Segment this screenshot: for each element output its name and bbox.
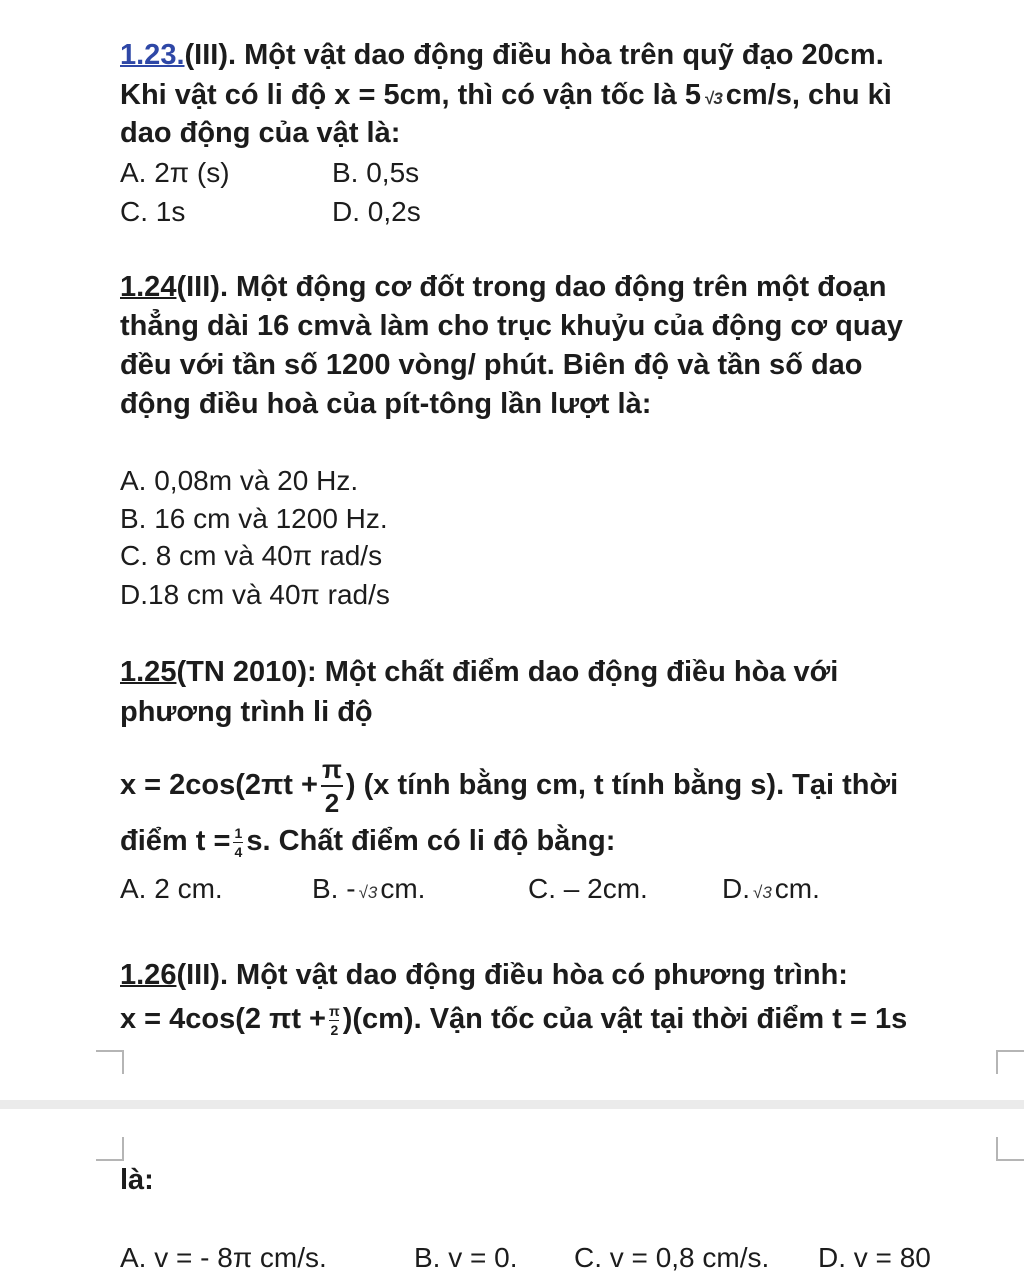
q124-line-3: đều với tần số 1200 vòng/ phút. Biên độ và tần số dao xyxy=(120,349,863,381)
q125-option-b: B. - √3 cm. xyxy=(312,873,426,904)
q123-number-link[interactable]: 1.23. xyxy=(120,39,185,71)
sqrt-symbol: √3 xyxy=(703,89,723,108)
q125-option-a: A. 2 cm. xyxy=(120,873,223,904)
q125-number: 1.25 xyxy=(120,656,177,688)
q126-line-1: 1.26(III). Một vật dao động điều hòa có phương trình: xyxy=(120,959,848,991)
margin-corner-mark xyxy=(996,1050,1024,1074)
q124-line-2: thẳng dài 16 cmvà làm cho trục khuỷu của động cơ quay xyxy=(120,310,903,342)
q124-option-d: D.18 cm và 40π rad/s xyxy=(120,579,390,610)
q125-line-1: 1.25(TN 2010): Một chất điểm dao động điều hòa với xyxy=(120,656,839,688)
q123-line-3: dao động của vật là: xyxy=(120,117,401,149)
q126-option-b: B. v = 0. xyxy=(414,1242,518,1273)
sqrt-symbol: √3 xyxy=(753,883,772,902)
q125-equation: x = 2cos(2πt + $\frac{\pi}{2}$ ) (x tính bằng cm, t tính bằng s). Tại thời xyxy=(120,754,899,819)
q126-equation: x = 4cos(2 πt + $\frac{\pi}{2}$ )(cm). Vận tốc của vật tại thời điểm t = 1s xyxy=(120,1002,908,1038)
q126-option-d: D. v = 80 xyxy=(818,1242,931,1273)
q123-line-2: Khi vật có li độ x = 5cm, thì có vận tốc là 5 √3 cm/s, chu kì xyxy=(120,79,892,111)
one-quarter-fraction: $\frac{1}{4}$ xyxy=(234,824,243,860)
q124-number: 1.24 xyxy=(120,271,177,303)
q123-option-a: A. 2π (s) xyxy=(120,157,230,188)
q124-option-a: A. 0,08m và 20 Hz. xyxy=(120,465,359,496)
q124-option-b: B. 16 cm và 1200 Hz. xyxy=(120,503,388,534)
q126-option-a: A. v = - 8π cm/s. xyxy=(120,1242,327,1273)
q126-number: 1.26 xyxy=(120,959,177,991)
pi-over-2-fraction: $\frac{\pi}{2}$ xyxy=(321,754,342,819)
pi-over-2-fraction: $\frac{\pi}{2}$ xyxy=(328,1002,340,1038)
q123-option-c: C. 1s xyxy=(120,196,186,227)
q124-line-4: động điều hoà của pít-tông lần lượt là: xyxy=(120,388,652,420)
q125-line-2: phương trình li độ xyxy=(120,696,373,728)
q124-line-1: 1.24(III). Một động cơ đốt trong dao động trên một đoạn xyxy=(120,271,887,303)
margin-corner-mark xyxy=(996,1137,1024,1161)
q125-option-c: C. – 2cm. xyxy=(528,873,648,904)
margin-corner-mark xyxy=(96,1137,124,1161)
q126-option-c: C. v = 0,8 cm/s. xyxy=(574,1242,770,1273)
q124-option-c: C. 8 cm và 40π rad/s xyxy=(120,540,383,571)
sqrt-symbol: √3 xyxy=(358,883,378,902)
margin-corner-mark xyxy=(96,1050,124,1074)
q123-option-b: B. 0,5s xyxy=(332,157,420,188)
q123-line-1: 1.23.(III). Một vật dao động điều hòa trên quỹ đạo 20cm. xyxy=(120,39,884,71)
document-page-2 xyxy=(0,1109,1024,1280)
q125-option-d: D. √3 cm. xyxy=(722,873,820,904)
q126-line-3: là: xyxy=(120,1164,154,1196)
q123-option-d: D. 0,2s xyxy=(332,196,421,227)
q125-time-line: điểm t = $\frac{1}{4}$ s. Chất điểm có li độ bằng: xyxy=(120,824,616,860)
page-break-gap xyxy=(0,1100,1024,1109)
